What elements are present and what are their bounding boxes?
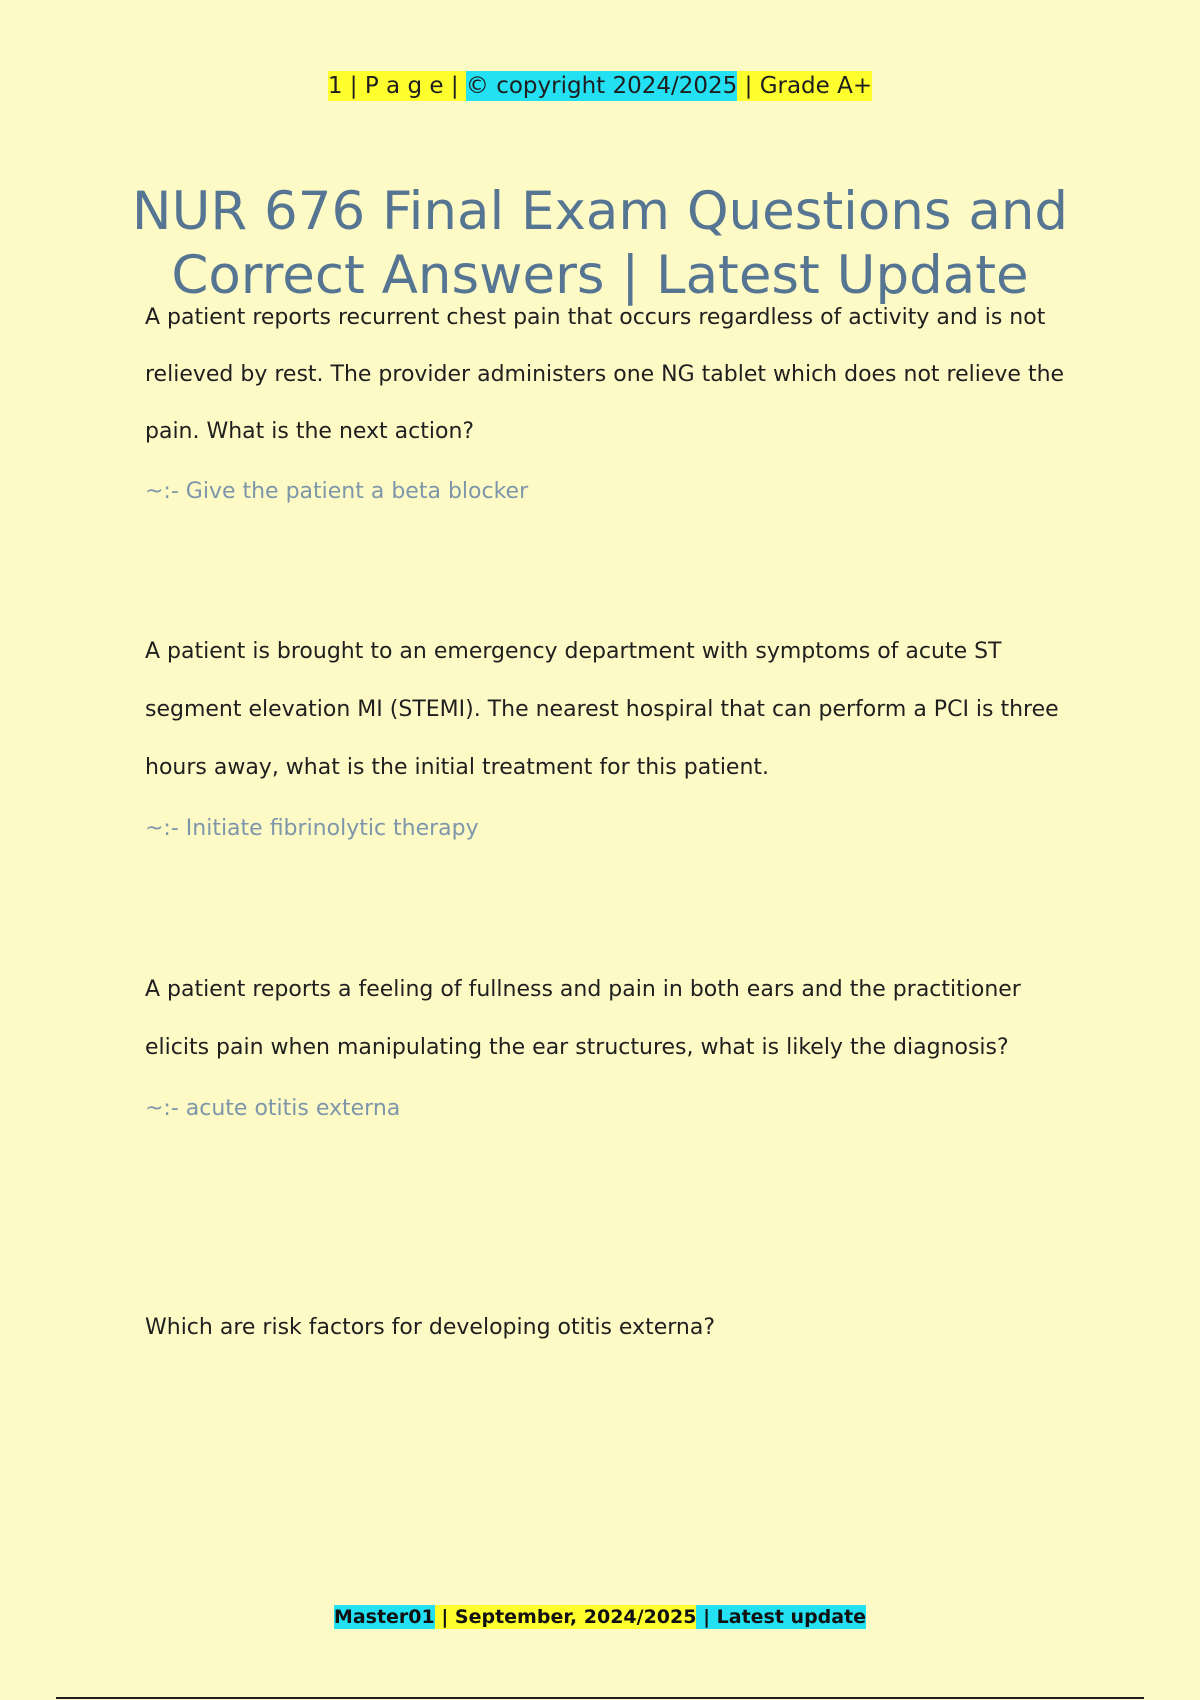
answer-text: ~:- Initiate fibrinolytic therapy [145, 816, 479, 841]
question-text: A patient reports a feeling of fullness and pain in both ears and the practitioner elicits pain when manipulating the ear structures, what is likely the diagnosis? [145, 977, 1021, 1060]
copyright-notice: © copyright 2024/2025 [465, 73, 738, 99]
qa-item [145, 977, 1065, 1125]
header-separator: | [737, 73, 760, 99]
page-header [0, 70, 1200, 102]
page-footer [0, 1603, 1200, 1631]
question-text: A patient reports recurrent chest pain that occurs regardless of activity and is not relieved by rest. The provider administers one NG tablet which does not relieve the pain. What is the next action? [145, 305, 1065, 444]
footer-note: Latest update [716, 1606, 867, 1628]
question-text: Which are risk factors for developing otitis externa? [145, 1315, 716, 1340]
answer-text: ~:- Give the patient a beta blocker [145, 479, 529, 504]
question-text: A patient is brought to an emergency department with symptoms of acute ST segment elevation MI (STEMI). The nearest hospiral that can perform a PCI is three hours away, what is the initial treatment for this patient. [145, 639, 1059, 780]
footer-separator: | [434, 1606, 455, 1628]
footer-separator: | [696, 1606, 717, 1628]
qa-item [145, 305, 1065, 508]
answer-text: ~:- acute otitis externa [145, 1096, 401, 1121]
page-number: 1 | P a g e [327, 73, 444, 99]
qa-item [145, 1315, 1065, 1357]
footer-divider [56, 1697, 1144, 1699]
footer-author: Master01 [333, 1606, 435, 1628]
footer-date: September, 2024/2025 [454, 1606, 697, 1628]
document-title: NUR 676 Final Exam Questions and Correct Answers | Latest Update [131, 181, 1069, 306]
qa-item [145, 639, 1065, 845]
grade-label: Grade A+ [759, 73, 873, 99]
header-separator: | [443, 73, 466, 99]
